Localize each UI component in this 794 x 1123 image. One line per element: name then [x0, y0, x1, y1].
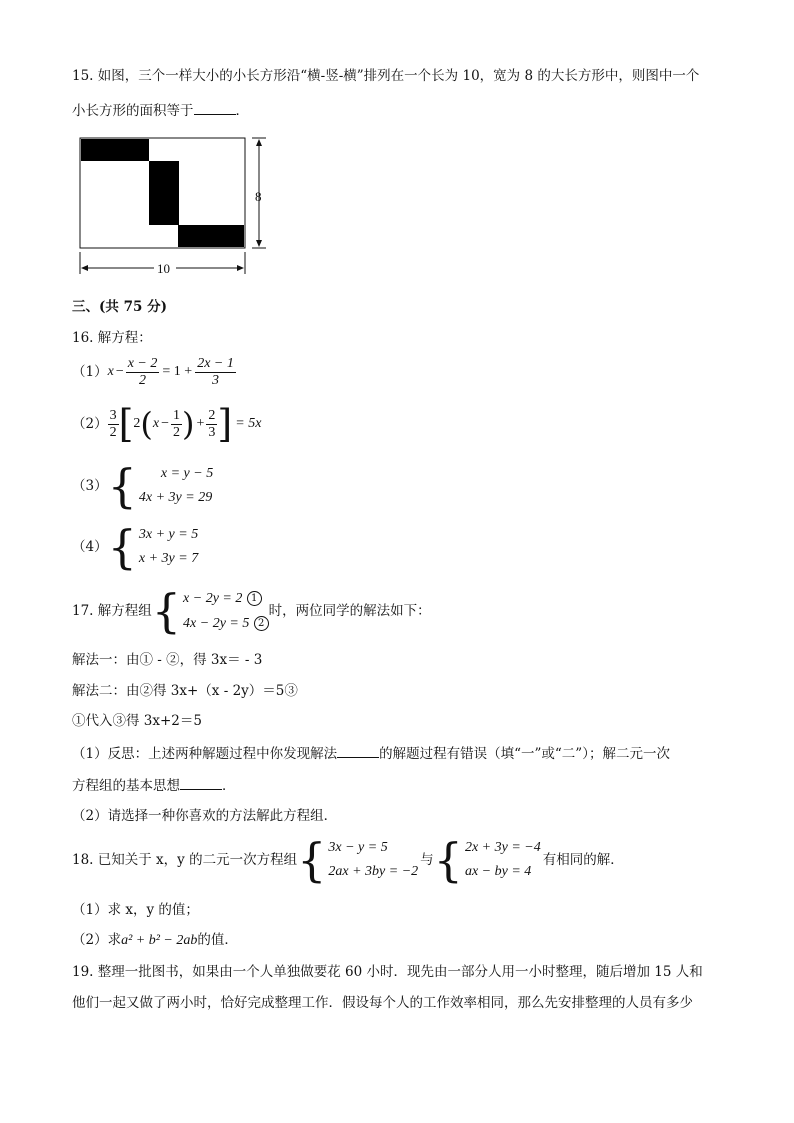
q16-p2-two: 2: [133, 416, 141, 431]
q16-p1-minus: −: [115, 364, 124, 379]
q16-part2: （2） $\frac{3}{2}$ [ 2 ( x − $\frac{1}{2}$ ) + $\frac{2}{3}$ ] = 5x: [72, 402, 262, 446]
q16-part3-number: （3）: [72, 478, 108, 494]
q16-title: 16. 解方程：: [72, 330, 152, 346]
q16-p1-x: x: [107, 364, 114, 379]
q15-line2-post: ．: [235, 103, 249, 119]
q18-part2: （2）求a² + b² − 2ab的值．: [72, 932, 238, 948]
q16-p2-minus: −: [161, 416, 170, 431]
q17-reflection-line1: （1）反思：上述两种解题过程中你发现解法 的解题过程有错误（填“一”或“二”）；解二元一次: [72, 743, 670, 764]
q17-blank-idea: [180, 775, 222, 790]
height-label: 8: [255, 189, 262, 204]
q17-method1: 解法一：由① - ②，得 3x＝ - 3: [72, 652, 263, 668]
q16-part1-number: （1）: [72, 364, 108, 380]
q17-pre: 17. 解方程组: [72, 603, 152, 619]
q16-p2-rhs: = 5x: [235, 416, 262, 431]
q15-line2-pre: 小长方形的面积等于: [72, 103, 194, 119]
rectangle-figure: [70, 130, 280, 280]
q15-answer-blank: [194, 100, 236, 115]
q17-circle-1: 1: [247, 591, 262, 606]
q16-part3: （3） { x = y − 5 4x + 3y = 29: [72, 459, 214, 513]
q18-mid: 与: [420, 852, 434, 868]
width-label: 10: [157, 261, 170, 276]
q16-p4-eq1: 3x + y = 5: [138, 527, 199, 542]
section-3-title: 三、(共 75 分): [72, 299, 167, 315]
q17-method2-step: ①代入③得 3x+2＝5: [72, 713, 202, 729]
q16-part4: （4） { 3x + y = 5 x + 3y = 7: [72, 520, 199, 574]
q15-line1: 15. 如图，三个一样大小的小长方形沿“横-竖-横”排列在一个长为 10，宽为 8 的大长方形中，则图中一个: [72, 68, 700, 84]
q17-header: 17. 解方程组 { x − 2y = 2 1 4x − 2y = 5 2 时，两位同学的解法如下：: [72, 584, 431, 638]
q18-system1-eq1: 3x − y = 5: [328, 840, 388, 855]
q17-method2: 解法二：由②得 3x+（x - 2y）＝5③: [72, 683, 298, 699]
q17-circle-2: 2: [254, 616, 269, 631]
q19-line2: 他们一起又做了两小时，恰好完成整理工作．假设每个人的工作效率相同，那么先安排整理的人员有多少: [72, 995, 693, 1011]
q15-line2: [72, 100, 249, 121]
q17-post: 时，两位同学的解法如下：: [268, 603, 431, 619]
q18-post: 有相同的解．: [542, 852, 624, 868]
q16-p2-fraction-outer: $\frac{3}{2}$: [109, 407, 117, 440]
small-rectangle-top: [81, 139, 149, 161]
q19-line1: 19. 整理一批图书，如果由一个人单独做要花 60 小时．现先由一部分人用一小时整理，随后增加 15 人和: [72, 964, 703, 980]
q16-p1-fraction1: $\frac{x - 2}{2}$: [127, 355, 158, 388]
q16-p3-eq2: 4x + 3y = 29: [138, 490, 213, 505]
q17-part2: （2）请选择一种你喜欢的方法解此方程组．: [72, 808, 338, 824]
q18-system2-eq2: ax − by = 4: [464, 864, 532, 879]
q16-part4-number: （4）: [72, 539, 108, 555]
small-rectangle-vertical: [149, 161, 179, 225]
q17-reflection-line2: 方程组的基本思想 ．: [72, 775, 236, 796]
q18-system1-eq2: 2ax + 3by = −2: [328, 864, 419, 879]
q17-blank-method: [337, 743, 379, 758]
q16-p2-fraction-third: $\frac{2}{3}$: [208, 407, 216, 440]
q18-system2-eq1: 2x + 3y = −4: [464, 840, 541, 855]
q16-part2-number: （2）: [72, 416, 108, 432]
q18-part1: （1）求 x，y 的值；: [72, 902, 199, 918]
q18-pre: 18. 已知关于 x，y 的二元一次方程组: [72, 852, 298, 868]
q16-p2-fraction-half: $\frac{1}{2}$: [173, 407, 181, 440]
q16-p4-eq2: x + 3y = 7: [138, 551, 199, 566]
q16-p3-eq1: x = y − 5: [160, 466, 214, 481]
q16-p2-x: x: [152, 416, 160, 431]
q18-expression: a² + b² − 2ab: [121, 933, 198, 948]
q17-eq1: x − 2y = 2: [183, 591, 243, 606]
q18-header: 18. 已知关于 x，y 的二元一次方程组 { 3x − y = 5 2ax + 3by = −2 与 { 2x + 3y = −4 ax − by = 4 有相同的解．: [72, 833, 624, 887]
small-rectangle-bottom: [178, 225, 244, 247]
q17-eq2: 4x − 2y = 5: [183, 616, 250, 631]
q16-p1-fraction2: $\frac{2x - 1}{3}$: [197, 355, 234, 388]
q16-p2-plus: +: [196, 416, 205, 431]
q16-p1-eq: = 1 +: [162, 364, 193, 379]
q16-part1: [72, 352, 236, 392]
